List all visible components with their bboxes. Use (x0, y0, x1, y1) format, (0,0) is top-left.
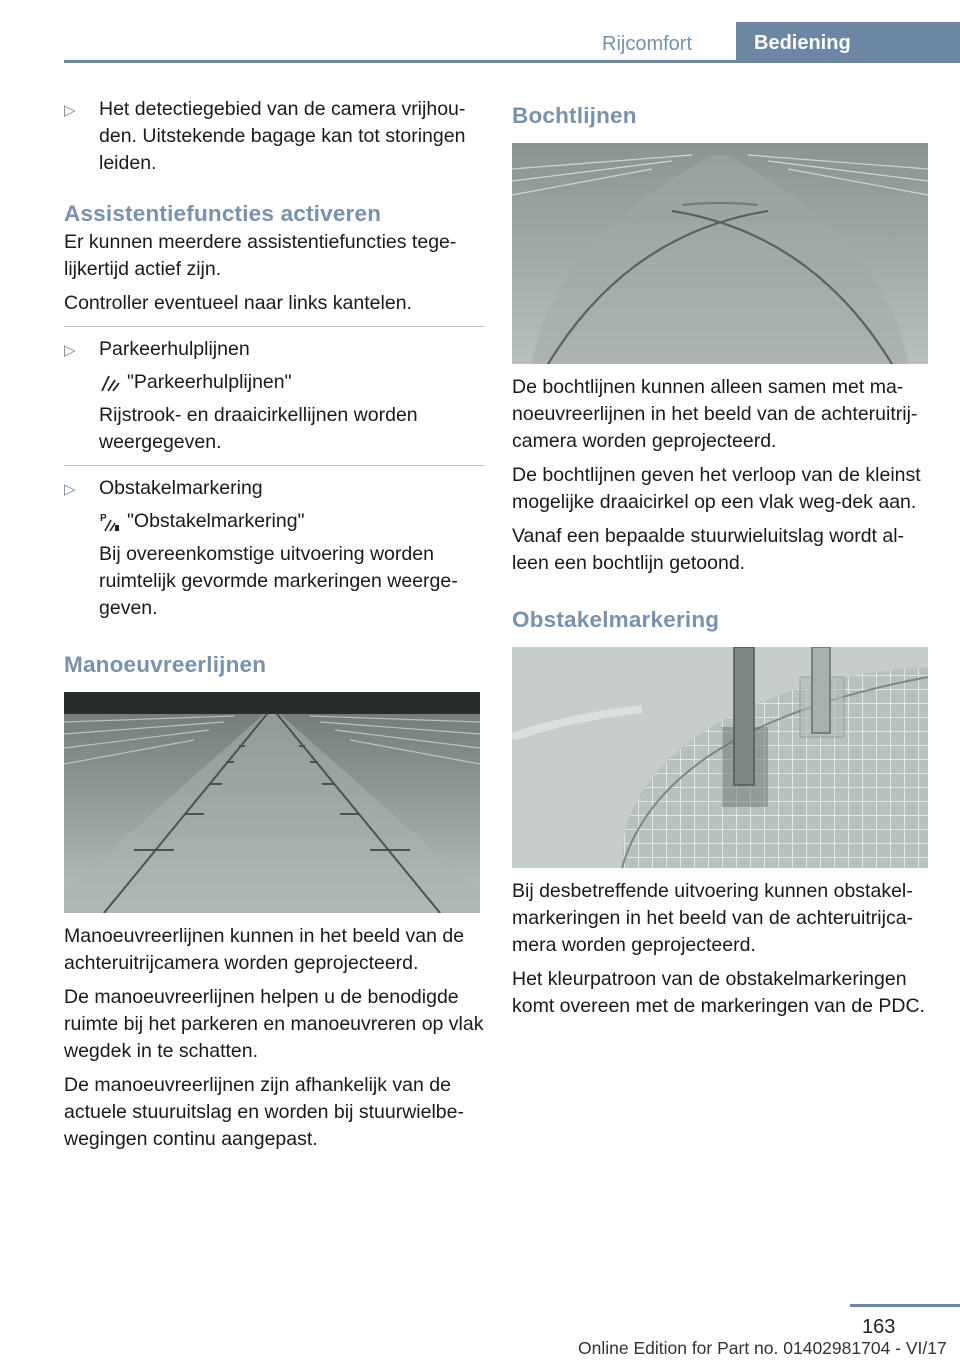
bullet-item-obstacle (64, 475, 484, 502)
curve-lines-image (512, 143, 928, 364)
menu-entry-label: "Parkeerhulplijnen" (127, 371, 292, 393)
footer-rule (850, 1304, 960, 1307)
heading-manoeuvre: Manoeuvreerlijnen (64, 652, 267, 677)
heading-assist: Assistentiefuncties activeren (64, 201, 382, 226)
triangle-bullet-icon: ▷ (64, 481, 76, 498)
triangle-bullet-icon: ▷ (64, 102, 76, 119)
header-section-label: Rijcomfort (602, 33, 693, 55)
page-number: 163 (862, 1316, 896, 1338)
divider (64, 465, 484, 466)
paragraph: De manoeuvreerlijnen zijn afhankelijk van de actuele stuuruitslag en worden bij stuurwielbe-wegingen continu aangepast. (64, 1074, 464, 1150)
heading-obstacle: Obstakelmarkering (512, 607, 720, 632)
bullet-label: Obstakelmarkering (99, 477, 263, 499)
bullet-item-detect (64, 96, 484, 177)
header-rule (64, 60, 960, 63)
right-column (512, 96, 932, 1027)
paragraph: De bochtlijnen kunnen alleen samen met ma-noeuvreerlijnen in het beeld van de achteruitrij-camera worden geprojecteerd. (512, 376, 918, 452)
left-column (64, 96, 484, 1160)
obstacle-marking-icon (99, 511, 121, 533)
manoeuvre-lines-image (64, 692, 480, 913)
bullet-text: Het detectiegebied van de camera vrijhou-den. Uitstekende bagage kan tot storingen leiden. (99, 98, 466, 174)
paragraph: Manoeuvreerlijnen kunnen in het beeld van de achteruitrijcamera worden geprojecteerd. (64, 925, 465, 974)
parking-lines-icon (99, 372, 121, 394)
paragraph: De bochtlijnen geven het verloop van de kleinst mogelijke draaicirkel op een vlak weg-dek aan. (512, 464, 921, 513)
paragraph: De manoeuvreerlijnen helpen u de benodigde ruimte bij het parkeren en manoeuvreren op vlak wegdek in te schatten. (64, 986, 484, 1062)
paragraph: Vanaf een bepaalde stuurwieluitslag wordt al-leen een bochtlijn getoond. (512, 525, 905, 574)
svg-text:P: P (100, 512, 107, 524)
menu-entry-label: "Obstakelmarkering" (127, 510, 305, 532)
menu-entry-obstacle (64, 508, 484, 535)
paragraph: Bij desbetreffende uitvoering kunnen obstakel-markeringen in het beeld van de achteruitrijca-mera worden geprojecteerd. (512, 880, 914, 956)
footer-edition: Online Edition for Part no. 01402981704 - VI/17 (578, 1338, 947, 1358)
divider (64, 326, 484, 327)
obstacle-marking-image (512, 647, 928, 868)
bullet-label: Parkeerhulplijnen (99, 338, 250, 360)
bullet-description: Rijstrook- en draaicirkellijnen worden weergegeven. (99, 404, 418, 453)
paragraph: Er kunnen meerdere assistentiefuncties tege-lijkertijd actief zijn. (64, 231, 457, 280)
header-chapter-tab: Bediening (736, 22, 960, 63)
paragraph: Controller eventueel naar links kantelen. (64, 292, 412, 314)
heading-bocht: Bochtlijnen (512, 103, 637, 128)
triangle-bullet-icon: ▷ (64, 342, 76, 359)
bullet-item-parking-lines (64, 336, 484, 363)
bullet-description: Bij overeenkomstige uitvoering worden ruimtelijk gevormde markeringen weerge-geven. (99, 543, 458, 619)
menu-entry-parking-lines (64, 369, 484, 396)
paragraph: Het kleurpatroon van de obstakelmarkeringen komt overeen met de markeringen van de PDC. (512, 968, 925, 1017)
